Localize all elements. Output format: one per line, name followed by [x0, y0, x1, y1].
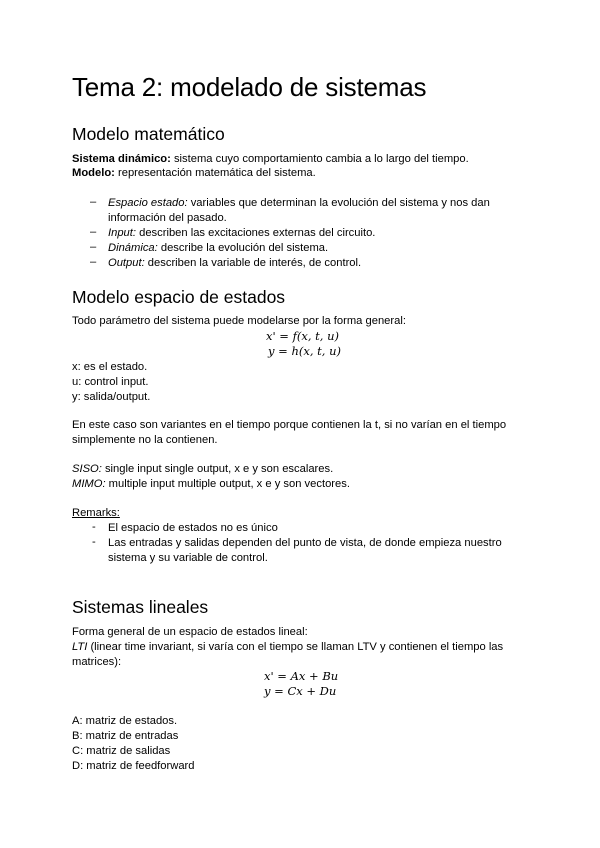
matrix-line: A: matriz de estados. [72, 715, 178, 727]
equation-linear-state: x' = Ax + Bu [264, 669, 339, 683]
siso-term: SISO: [72, 463, 102, 475]
list-item [108, 241, 328, 256]
list-bullet: - [92, 536, 96, 548]
list-item-continuation: información del pasado. [108, 212, 227, 224]
lti-term: LTI [72, 641, 88, 653]
heading-modelo-matematico: Modelo matemático [72, 124, 225, 144]
list-term: Espacio estado: [108, 197, 188, 209]
definition-sistema-dinamico [72, 152, 469, 167]
mimo-text: multiple input multiple output, x e y son vectores. [105, 478, 350, 490]
definition-text: sistema cuyo comportamiento cambia a lo largo del tiempo. [170, 153, 469, 165]
definition-term: Sistema dinámico: [72, 153, 171, 165]
list-bullet: – [90, 226, 97, 238]
list-item [108, 196, 490, 211]
remark-item: El espacio de estados no es único [108, 522, 278, 534]
list-bullet: – [90, 256, 97, 268]
list-item [108, 226, 375, 241]
list-term: Input: [108, 227, 136, 239]
heading-espacio-estados: Modelo espacio de estados [72, 287, 286, 307]
remark-item-continuation: sistema y su variable de control. [108, 552, 268, 564]
equation-output: y = h(x, t, u) [268, 344, 341, 358]
list-text: describe la evolución del sistema. [157, 242, 329, 254]
lti-text: (linear time invariant, si varía con el tiempo se llaman LTV y contienen el tiempo las [87, 641, 504, 653]
page-title: Tema 2: modelado de sistemas [72, 72, 427, 102]
siso-text: single input single output, x e y son escalares. [101, 463, 334, 475]
lti-line-continuation: matrices): [72, 656, 122, 668]
matrix-line: D: matriz de feedforward [72, 760, 195, 772]
definition-term: Modelo: [72, 167, 115, 179]
list-term: Output: [108, 257, 145, 269]
list-text: variables que determinan la evolución del sistema y nos dan [187, 197, 490, 209]
list-bullet: – [90, 196, 97, 208]
remarks-heading: Remarks: [72, 507, 120, 519]
list-term: Dinámica: [108, 242, 158, 254]
matrix-line: B: matriz de entradas [72, 730, 179, 742]
variable-line: x: es el estado. [72, 361, 148, 373]
paragraph-line: simplemente no la contienen. [72, 434, 218, 446]
equation-state: x' = f(x, t, u) [266, 329, 339, 343]
variable-line: u: control input. [72, 376, 149, 388]
paragraph-intro: Todo parámetro del sistema puede modelarse por la forma general: [72, 315, 406, 327]
heading-sistemas-lineales: Sistemas lineales [72, 597, 209, 617]
matrix-line: C: matriz de salidas [72, 745, 171, 757]
list-item [108, 256, 361, 271]
definition-modelo [72, 166, 316, 181]
definition-text: representación matemática del sistema. [114, 167, 316, 179]
mimo-line [72, 477, 350, 492]
list-text: describen la variable de interés, de control. [144, 257, 362, 269]
remark-item: Las entradas y salidas dependen del punto de vista, de donde empieza nuestro [108, 537, 502, 549]
list-text: describen las excitaciones externas del circuito. [136, 227, 376, 239]
variable-line: y: salida/output. [72, 391, 151, 403]
list-bullet: – [90, 241, 97, 253]
paragraph-intro: Forma general de un espacio de estados lineal: [72, 626, 308, 638]
siso-line [72, 462, 333, 477]
mimo-term: MIMO: [72, 478, 106, 490]
equation-linear-output: y = Cx + Du [264, 684, 337, 698]
paragraph-line: En este caso son variantes en el tiempo porque contienen la t, si no varían en el tiempo [72, 419, 507, 431]
list-bullet: - [92, 521, 96, 533]
lti-line [72, 640, 503, 655]
